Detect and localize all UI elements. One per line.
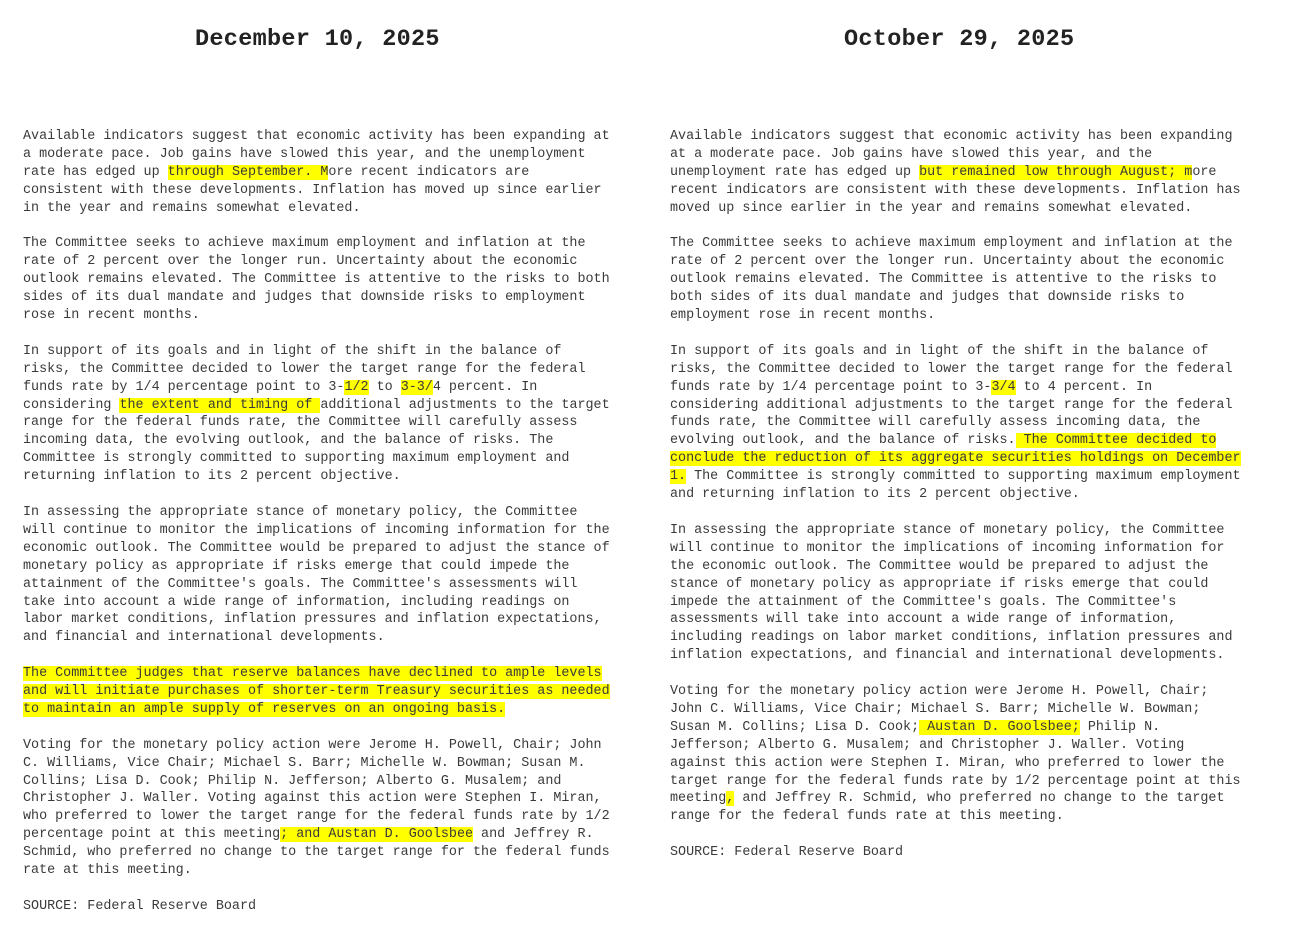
highlighted-change: ; and Austan D. Goolsbee — [280, 827, 474, 843]
highlighted-change: 3-3/ — [400, 379, 433, 395]
highlighted-change: The Committee judges that reserve balances have declined to ample levels and will initiate purchases of shorter-term Treasury securities as needed to maintain an ample supply of reserves on an ongoing basis. — [23, 666, 610, 717]
statement-paragraph — [23, 737, 610, 880]
paragraph-text: SOURCE: Federal Reserve Board — [670, 845, 904, 861]
highlighted-change: , — [726, 791, 735, 807]
paragraph-text: additional adjustments to the target range for the federal funds rate, the Committee will carefully assess incoming data, the evolving outlook, and the balance of risks. The Committee is strongly committed to supporting maximum employment and returning inflation to its 2 percent objective. — [23, 397, 610, 485]
paragraph-text: and Jeffrey R. Schmid, who preferred no change to the target range for the federal funds rate at this meeting. — [670, 791, 1225, 825]
highlighted-change: through September. M — [167, 164, 329, 180]
paragraph-text: Voting for the monetary policy action were Jerome H. Powell, Chair; John C. Williams, Vice Chair; Michael S. Barr; Michelle W. Bowman; Susan M. Collins; Lisa D. Cook; Philip N. Jefferson; Alberto G. Musalem; and Christopher J. Waller. Voting against this action were Stephen I. Miran, who preferred to lower the target range for the federal funds rate by 1/2 percentage point at this meeting — [23, 737, 610, 843]
paragraph-text: In assessing the appropriate stance of monetary policy, the Committee will continue to monitor the implications of incoming information for the economic outlook. The Committee would be prepared to adjust the stance of monetary policy as appropriate if risks emerge that could impede the attainment of the Committee's goals. The Committee's assessments will take into account a wide range of information, including readings on labor market conditions, inflation pressures and inflation expectations, and financial and international developments. — [670, 522, 1233, 664]
paragraph-text: to — [368, 379, 401, 395]
paragraph-text: In support of its goals and in light of the shift in the balance of risks, the Committee decided to lower the target range for the federal funds rate by 1/4 percentage point to 3- — [23, 343, 586, 395]
paragraph-text: Available indicators suggest that economic activity has been expanding at a moderate pace. Job gains have slowed this year, and the unemployment rate has edged up — [670, 129, 1233, 180]
paragraph-text: Philip N. Jefferson; Alberto G. Musalem; and Christopher J. Waller. Voting against this action were Stephen I. Miran, who preferred to lower the target range for the federal funds rate by 1/2 percentage point at this meeting — [670, 719, 1241, 807]
highlighted-change: 1/2 — [344, 379, 369, 395]
statement-date: December 10, 2025 — [195, 26, 440, 53]
paragraph-text: Voting for the monetary policy action were Jerome H. Powell, Chair; John C. Williams, Vice Chair; Michael S. Barr; Michelle W. Bowman; Susan M. Collins; Lisa D. Cook; — [670, 684, 1209, 735]
statement-paragraph — [670, 128, 1241, 218]
paragraph-text: The Committee is strongly committed to supporting maximum employment and returning inflation to its 2 percent objective. — [670, 469, 1241, 503]
statement-paragraph — [670, 844, 1241, 862]
statement-paragraph — [670, 343, 1241, 504]
paragraph-text: and Jeffrey R. Schmid, who preferred no change to the target range for the federal funds rate at this meeting. — [23, 827, 610, 879]
statement-paragraph — [670, 522, 1241, 665]
statement-paragraph — [23, 665, 610, 719]
statement-paragraph — [23, 343, 610, 486]
paragraph-text: In support of its goals and in light of the shift in the balance of risks, the Committee decided to lower the target range for the federal funds rate by 1/4 percentage point to 3- — [670, 343, 1233, 395]
statement-paragraph — [670, 683, 1241, 826]
statement-paragraph — [23, 235, 610, 325]
highlighted-change: 3/4 — [991, 379, 1016, 395]
highlighted-change: the extent and timing of — [119, 397, 321, 413]
highlighted-change: but remained low through August; m — [919, 164, 1193, 180]
statement-paragraph — [23, 504, 610, 647]
statement-date: October 29, 2025 — [844, 26, 1075, 53]
statement-paragraph — [23, 128, 610, 218]
paragraph-text: Available indicators suggest that economic activity has been expanding at a moderate pace. Job gains have slowed this year, and the unemployment rate has edged up — [23, 129, 610, 180]
highlighted-change: Austan D. Goolsbee; — [919, 719, 1080, 735]
highlighted-change: The Committee decided to conclude the reduction of its aggregate securities holdings on December 1. — [670, 433, 1241, 485]
paragraph-text: 4 percent. In considering — [23, 379, 538, 413]
statement-paragraph — [23, 898, 610, 916]
paragraph-text: ore recent indicators are consistent with these developments. Inflation has moved up since earlier in the year and remains somewhat elevated. — [23, 164, 602, 216]
statement-body — [670, 128, 1241, 880]
paragraph-text: SOURCE: Federal Reserve Board — [23, 898, 257, 914]
statement-paragraph — [670, 235, 1241, 325]
paragraph-text: The Committee seeks to achieve maximum employment and inflation at the rate of 2 percent over the longer run. Uncertainty about the economic outlook remains elevated. The Committee is attentive to the risks to both sides of its dual mandate and judges that downside risks to employment rose in recent months. — [23, 236, 610, 324]
paragraph-text: to 4 percent. In considering additional adjustments to the target range for the federal funds rate, the Committee will carefully assess incoming data, the evolving outlook, and the balance of risks. — [670, 379, 1233, 449]
paragraph-text: ore recent indicators are consistent with these developments. Inflation has moved up since earlier in the year and remains somewhat elevated. — [670, 164, 1241, 216]
paragraph-text: In assessing the appropriate stance of monetary policy, the Committee will continue to monitor the implications of incoming information for the economic outlook. The Committee would be prepared to adjust the stance of monetary policy as appropriate if risks emerge that could impede the attainment of the Committee's goals. The Committee's assessments will take into account a wide range of information, including readings on labor market conditions, inflation pressures and inflation expectations, and financial and international developments. — [23, 504, 610, 646]
statement-body — [23, 128, 610, 934]
paragraph-text: The Committee seeks to achieve maximum employment and inflation at the rate of 2 percent over the longer run. Uncertainty about the economic outlook remains elevated. The Committee is attentive to the risks to both sides of its dual mandate and judges that downside risks to employment rose in recent months. — [670, 236, 1233, 324]
